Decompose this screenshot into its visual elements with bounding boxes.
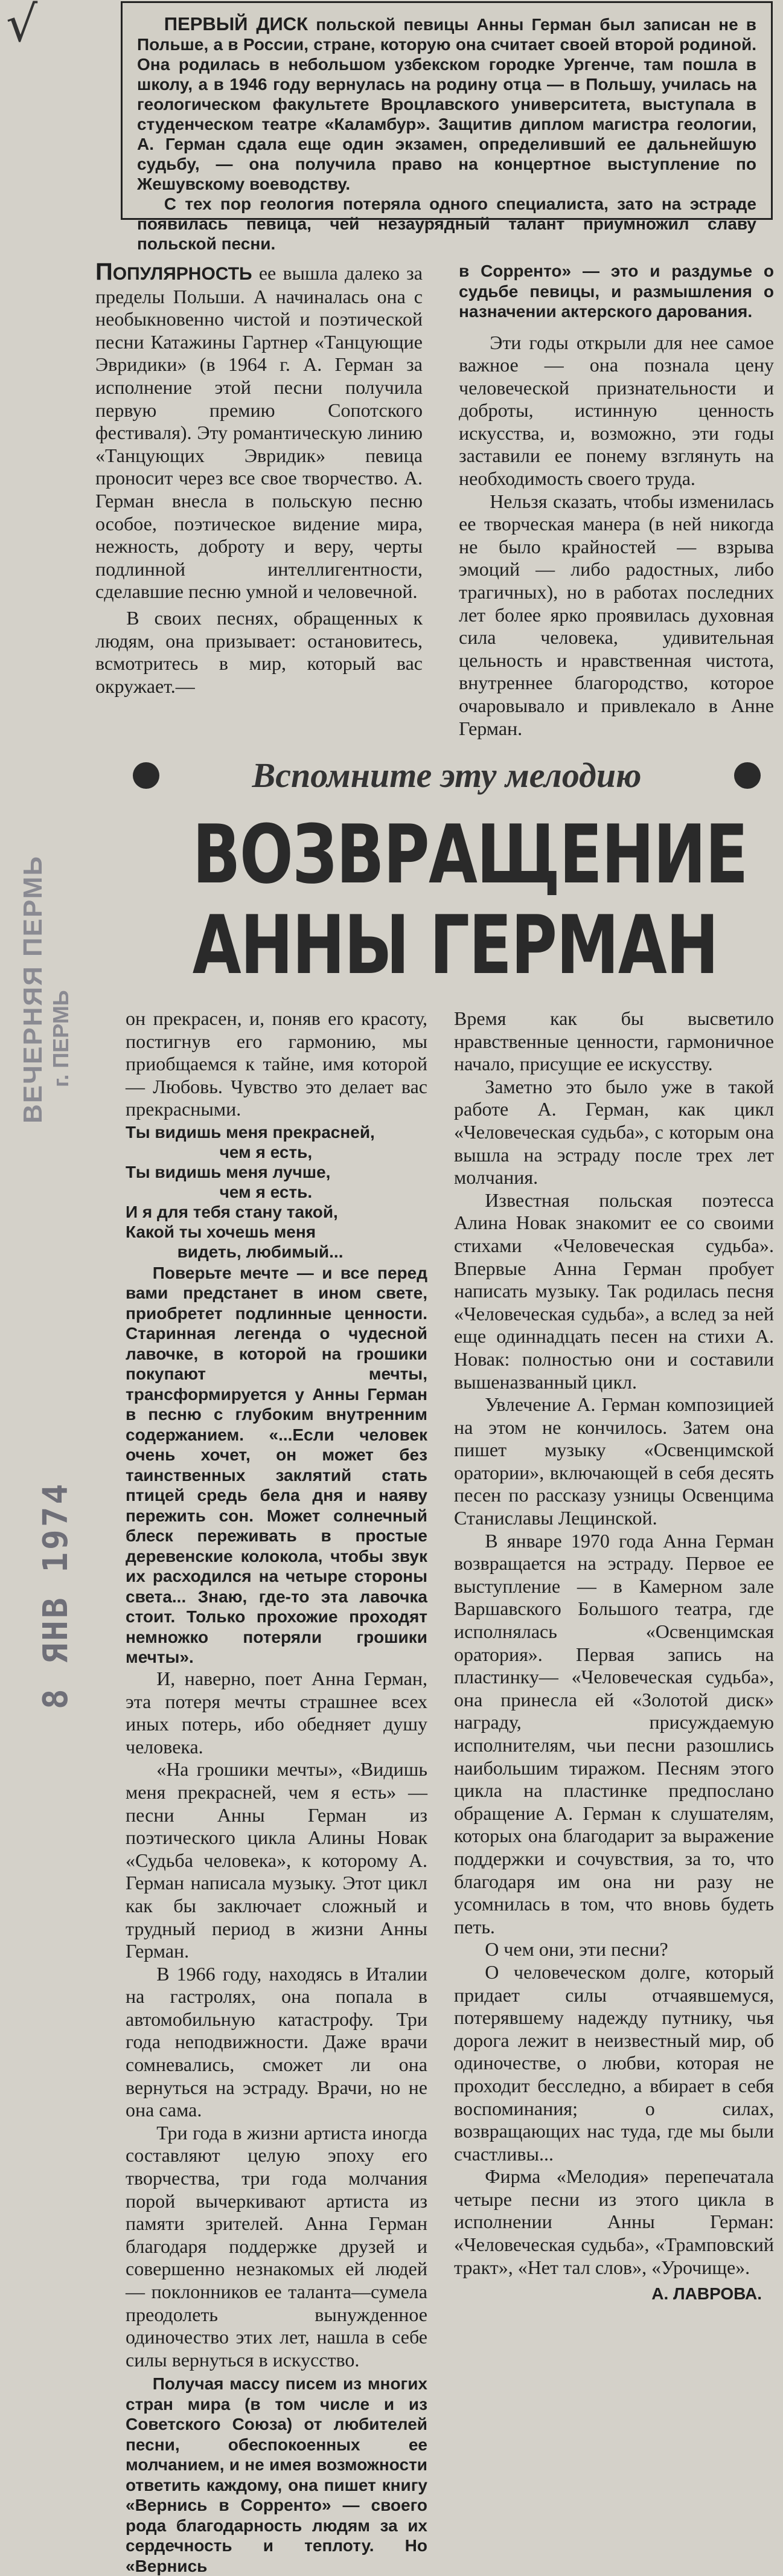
top-right-para-2: Нельзя сказать, чтобы изменилась ее творческая манера (в ней никогда не было крайностей — взрыва эмоций — либо радостных, либо трагичных), но в работах последних лет более ярко проявилась духовная сила человека, удивительная цельность и нравственная чистота, внутреннее благородство, которое очаровывало и привлекало в Анне Герман. bbox=[459, 490, 774, 739]
byline: А. ЛАВРОВА. bbox=[651, 2284, 762, 2304]
intro-para-1 bbox=[137, 14, 756, 194]
top-left-text-1: ее вышла далеко за пределы Польши. А начиналась она с необыкновенно чистой и поэтической песни Катажины Гартнер «Танцующие Эвридики» (в 1964 г. А. Герман за исполнение этой песни получила первую премию Сопотского фестиваля). Эту романтическую линию «Танцующих Эвридик» певица проносит через все свое творчество. А. Герман внесла в польскую песню особое, поэтическое видение мира, нежность, доброту и веру, черты подлинной интеллигентности, сделавшие песню умной и человечной. bbox=[95, 262, 423, 603]
bullet-left-icon bbox=[133, 762, 159, 789]
rubric-text: Вспомните эту мелодию bbox=[252, 756, 642, 795]
bottom-left-column bbox=[126, 1007, 427, 2576]
bullet-right-icon bbox=[734, 762, 761, 789]
bottom-left-para-5: Три года в жизни артиста иногда составляют целую эпоху его творчества, три года молчания порой вычеркивают артиста из памяти зрителей. Анна Герман благодаря поддержке друзей и совершенно незнакомых ей людей — поклонников ее таланта—сумела преодолеть вынужденное одиночество этих лет, нашла в себе силы вернуться в искусство. bbox=[126, 2121, 427, 2371]
poem: Ты видишь меня прекрасней, чем я есть, Ты видишь меня лучше, чем я есть. И я для тебя стану такой, Какой ты хочешь меня видеть, любимый... bbox=[126, 1122, 375, 1261]
check-mark: √ bbox=[6, 0, 38, 53]
bottom-right-para-4: Увлечение А. Герман композицией на этом не кончилось. Затем она пишет музыку «Освенцимской оратории», включающей в себя десять песен по рассказу узницы Освенцима Станиславы Лещинской. bbox=[454, 1393, 774, 1529]
top-right-para-1: Эти годы открыли для нее самое важное — она познала цену человеческой признательности и доброты, истинную ценность искусства, и, возможно, эти годы заставили ее понему взглянуть на необходимость своего труда. bbox=[459, 331, 774, 490]
newspaper-stamp bbox=[18, 855, 109, 1123]
rubric bbox=[121, 753, 773, 801]
headline bbox=[121, 809, 773, 991]
bottom-right-para-7: О человеческом долге, который придает силы отчаявшемуся, потерявшему надежду путнику, чья дорога лежит в неизвестный мир, об одиночестве, о любви, которая не проходит бесследно, а вбирает в себя воспоминания; о силах, возвращающих нас туда, где мы были счастливы... bbox=[454, 1961, 774, 2165]
top-left-para-1 bbox=[95, 261, 423, 603]
dropcap: П bbox=[95, 259, 113, 285]
headline-line-1: ВОЗВРАЩЕНИЕ bbox=[192, 808, 747, 902]
headline-line-2: АННЫ ГЕРМАН bbox=[192, 898, 718, 992]
bottom-right-column bbox=[454, 1007, 774, 2305]
date-stamp: 8 ЯНВ 1974 bbox=[36, 1481, 75, 1709]
intro-box bbox=[121, 1, 773, 253]
stamp-line-1: ВЕЧЕРНЯЯ ПЕРМЬ bbox=[18, 855, 48, 1123]
top-left-para-2: В своих песнях, обращенных к людям, она призывает: остановитесь, всмотритесь в мир, который вас окружает.— bbox=[95, 606, 423, 697]
top-right-column bbox=[459, 261, 774, 740]
stamp-line-2: г. ПЕРМЬ bbox=[48, 990, 73, 1087]
bottom-right-para-5: В январе 1970 года Анна Герман возвращается на эстраду. Первое ее выступление — в Камерном зале Варшавского Большого театра, где исполнялась «Освенцимская оратория». Первая запись на пластинку— «Человеческая судьба», она принесла ей «Золотой диск» награду, присуждаемую исполнителям, чьи песни разошлись наибольшим тиражом. Песням этого цикла на пластинке предпослано обращение А. Герман к слушателям, которых она благодарит за выражение поддержки и сочувствия, за то, что благодаря им она ни разу не усомнилась в том, что вновь будеть петь. bbox=[454, 1529, 774, 1938]
intro-text-1: польской певицы Анны Герман был записан не в Польше, а в России, стране, которую она считает своей второй родиной. Она родилась в небольшом узбекском городке Ургенче, там пошла в школу, а в 1946 году вернулась на родину отца — в Польшу, училась на геологическом факультете Вроцлавского университета, выступала в студенческом театре «Каламбур». Защитив диплом магистра геологии, А. Герман сдала еще один экзамен, определивший ее дальнейшую судьбу, — она получила право на концертное выступление по Жешувскому воеводству. bbox=[137, 15, 756, 193]
bottom-left-para-1: он прекрасен, и, поняв его красоту, постигнув его гармонию, мы приобщаемся к тайне, имя которой — Любовь. Чувство это делает вас прекрасными. bbox=[126, 1007, 427, 1120]
intro-lead: ПЕРВЫЙ ДИСК bbox=[164, 13, 308, 34]
bottom-left-para-3: «На грошики мечты», «Видишь меня прекрасней, чем я есть» — песни Анны Герман из поэтического цикла Алины Новак «Судьба человека», к которому А. Герман написала музыку. Этот цикл как бы заключает сложный и трудный период в жизни Анны Герман. bbox=[126, 1758, 427, 1962]
bottom-right-para-3: Известная польская поэтесса Алина Новак знакомит ее со своими стихами «Человеческая судьба». Впервые Анна Герман пробует написать музыку. Так родилась песня «Человеческая судьба», а вслед за ней еще одиннадцать песен на стихи А. Новак: полностью они и составили вышеназванный цикл. bbox=[454, 1189, 774, 1393]
bottom-left-para-2: И, наверно, поет Анна Герман, эта потеря мечты страшнее всех иных потерь, ибо обедняет душу человека. bbox=[126, 1667, 427, 1758]
bottom-left-para-4: В 1966 году, находясь в Италии на гастролях, она попала в автомобильную катастрофу. Три года неподвижности. Даже врачи сомневались, сможет ли она вернуться на эстраду. Врачи, но не она сама. bbox=[126, 1962, 427, 2121]
intro-para-2: С тех пор геология потеряла одного специалиста, зато на эстраде появилась певица, чей незаурядный талант приумножил славу польской песни. bbox=[137, 194, 756, 253]
bottom-right-para-2: Заметно это было уже в такой работе А. Герман, как цикл «Человеческая судьба», с которым она вышла на эстраду после трех лет молчания. bbox=[454, 1075, 774, 1189]
bottom-right-para-1: Время как бы высветило нравственные ценности, гармоничное начало, присущие ее искусству. bbox=[454, 1007, 774, 1075]
top-right-quote: в Сорренто» — это и раздумье о судьбе певицы, и размышления о назначении актерского дарования. bbox=[459, 262, 774, 321]
bold-tail: Получая массу писем из многих стран мира (в том числе и из Советского Союза) от любителей песни, обеспокоенных ее молчанием, и не имея возможности ответить каждому, она пишет книгу «Вернись в Сорренто» — своего рода благодарность людям за их сердечность и теплоту. Но «Вернись bbox=[126, 2374, 427, 2575]
bottom-right-para-6: О чем они, эти песни? bbox=[485, 1938, 668, 1961]
bold-quote: Поверьте мечте — и все перед вами предстанет в ином свете, приобретет подлинные ценности. Старинная легенда о чудесной лавочке, в которой на грошики покупают мечты, трансформируется у Анны Герман в песню с глубоким внутренним содержанием. «...Если человек очень хочет, он может без таинственных заклятий стать птицей средь бела дня и наяву пережить сон. Может солнечный блеск переживать в простые деревенские колокола, чтобы звук их расходился на четыре стороны света... Знаю, где-то эта лавочка стоит. Только прохожие проходят немножко потеряли грошики мечты». bbox=[126, 1263, 427, 1667]
lead-word: ОПУЛЯРНОСТЬ bbox=[112, 264, 252, 284]
bottom-right-para-8: Фирма «Мелодия» перепечатала четыре песни из этого цикла в исполнении Анны Герман: «Человеческая судьба», «Трамповский тракт», «Нет тал слов», «Урочище». bbox=[454, 2165, 774, 2278]
top-left-column bbox=[95, 261, 423, 698]
